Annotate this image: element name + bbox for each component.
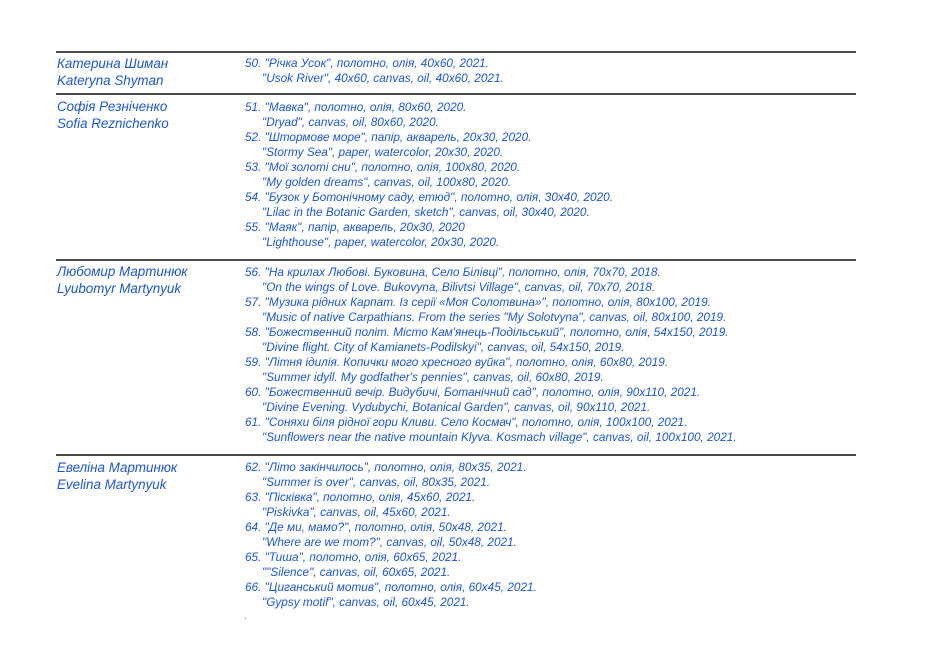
section-divider — [56, 51, 856, 53]
artist-name — [57, 263, 188, 297]
work-title-ua: 54. "Бузок у Ботонічному саду, етюд", полотно, олія, 30х40, 2020. — [245, 190, 614, 204]
works-list — [245, 460, 537, 610]
work-title-en: ""Silence", canvas, oil, 60x65, 2021. — [262, 565, 451, 579]
work-title-en: "Usok River", 40x60, canvas, oil, 40x60, 2021. — [262, 71, 504, 85]
work-title-en: "Summer idyll. My godfather's pennies", canvas, oil, 60x80, 2019. — [262, 370, 604, 384]
work-title-ua: 50. "Річка Усок", полотно, олія, 40х60, 2021. — [245, 56, 490, 70]
work-title-en: "Where are we mom?", canvas, oil, 50x48, 2021. — [262, 535, 517, 549]
work-title-ua: 61. "Соняхи біля рідної гори Кливи. Село Космач", полотно, олія, 100х100, 2021. — [245, 415, 688, 429]
work-title-ua: 55. "Маяк", папір, акварель, 20х30, 2020 — [245, 220, 465, 234]
work-title-en: "Lilac in the Botanic Garden, sketch", canvas, oil, 30x40, 2020. — [262, 205, 590, 219]
work-title-en: "Lighthouse", paper, watercolor, 20x30, 2020. — [262, 235, 500, 249]
works-list — [245, 265, 737, 445]
trailing-mark: . — [244, 610, 248, 622]
artist-name-en: Evelina Martynyuk — [57, 477, 167, 492]
works-list — [245, 100, 613, 250]
work-title-ua: 63. "Пісківка", полотно, олія, 45х60, 2021. — [245, 490, 476, 504]
section-divider — [56, 454, 856, 456]
work-title-ua: 65. "Тиша", полотно, олія, 60х65, 2021. — [245, 550, 462, 564]
work-title-en: "Piskivka", canvas, oil, 45x60, 2021. — [262, 505, 451, 519]
work-title-en: "Divine flight. City of Kamianets-Podilskyi", canvas, oil, 54x150, 2019. — [262, 340, 625, 354]
artist-name-ua: Любомир Мартинюк — [57, 264, 188, 279]
work-title-en: "On the wings of Love. Bukovyna, Bilivtsi Village", canvas, oil, 70x70, 2018. — [262, 280, 656, 294]
work-title-ua: 59. "Літня ідилія. Копички мого хресного вуйка", полотно, олія, 60х80, 2019. — [245, 355, 669, 369]
work-title-ua: 53. "Мої золоті сни", полотно, олія, 100х80, 2020. — [245, 160, 521, 174]
work-title-ua: 66. "Циганський мотив", полотно, олія, 60х45, 2021. — [245, 580, 537, 594]
artist-name-ua: Катерина Шиман — [57, 56, 169, 71]
work-title-en: "My golden dreams", canvas, oil, 100x80, 2020. — [262, 175, 512, 189]
work-title-ua: 56. "На крилах Любові. Буковина, Село Білівці", полотно, олія, 70х70, 2018. — [245, 265, 661, 279]
work-title-ua: 58. "Божественний політ. Місто Кам'янець-Подільський", полотно, олія, 54х150, 2019. — [245, 325, 729, 339]
work-title-ua: 62. "Літо закінчилось", полотно, олія, 80х35, 2021. — [245, 460, 527, 474]
section-divider — [56, 93, 856, 95]
work-title-en: "Divine Evening. Vydubychi, Botanical Garden", canvas, oil, 90x110, 2021. — [262, 400, 651, 414]
work-title-en: "Music of native Carpathians. From the series "My Solotvyna", canvas, oil, 80x100, 2019. — [262, 310, 727, 324]
artist-name-en: Sofia Reznichenko — [57, 116, 169, 131]
work-title-ua: 52. "Штормове море", папір, акварель, 20х30, 2020. — [245, 130, 532, 144]
artist-name — [57, 55, 168, 89]
artist-name-ua: Евеліна Мартинюк — [57, 460, 178, 475]
work-title-en: "Summer is over", canvas, oil, 80x35, 2021. — [262, 475, 491, 489]
artist-name-en: Kateryna Shyman — [57, 73, 164, 88]
work-title-ua: 60. "Божественний вечір. Видубичі, Ботанічний сад", полотно, олія, 90х110, 2021. — [245, 385, 701, 399]
work-title-en: "Stormy Sea", paper, watercolor, 20x30, 2020. — [262, 145, 504, 159]
works-list — [245, 56, 504, 86]
work-title-en: "Sunflowers near the native mountain Klyva. Kosmach village", canvas, oil, 100x100, 2021. — [262, 430, 737, 444]
work-title-ua: 57. "Музика рідних Карпат. Із серії «Моя Солотвина»", полотно, олія, 80х100, 2019. — [245, 295, 711, 309]
artist-name-ua: Софія Резніченко — [57, 99, 168, 114]
artist-name-en: Lyubomyr Martynyuk — [57, 281, 182, 296]
section-divider — [56, 259, 856, 261]
work-title-ua: 51. "Мавка", полотно, олія, 80х60, 2020. — [245, 100, 467, 114]
work-title-ua: 64. "Де ми, мамо?", полотно, олія, 50х48, 2021. — [245, 520, 507, 534]
artist-name — [57, 459, 177, 493]
work-title-en: "Dryad", canvas, oil, 80x60, 2020. — [262, 115, 439, 129]
work-title-en: "Gypsy motif", canvas, oil, 60x45, 2021. — [262, 595, 470, 609]
artist-name — [57, 98, 169, 132]
